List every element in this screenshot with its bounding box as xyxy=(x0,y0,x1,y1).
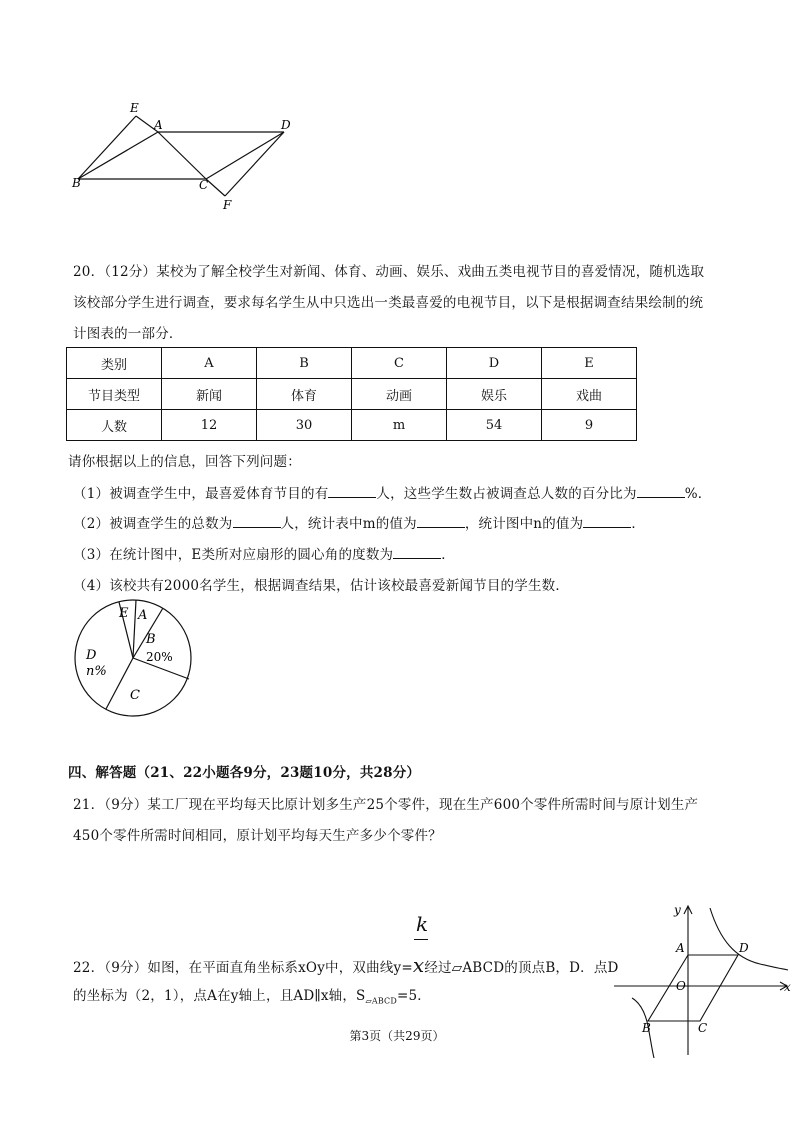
q21-line1: 21．（9分）某工厂现在平均每天比原计划多生产25个零件，现在生产600个零件所需时间与原计划生产 xyxy=(73,797,699,813)
pie-chart xyxy=(70,595,198,723)
axis-label-x: x xyxy=(784,980,791,994)
q20-sub3-b: ． xyxy=(441,547,455,563)
q20-line1: 20．（12分）某校为了解全校学生对新闻、体育、动画、娱乐、戏曲五类电视节目的喜爱情况，随机选取 xyxy=(73,264,705,280)
table-cell: E xyxy=(542,348,637,379)
area-subscript: ▱ABCD xyxy=(365,996,397,1006)
q22-line2-a: 的坐标为（2，1），点A在y轴上，且AD∥x轴，S xyxy=(73,988,366,1004)
table-cell: B xyxy=(257,348,352,379)
label-C: C xyxy=(199,178,209,192)
table-cell: 新闻 xyxy=(162,379,257,410)
q22-line2-b: =5． xyxy=(396,988,431,1004)
table-cell: m xyxy=(352,410,447,441)
table-cell: D xyxy=(447,348,542,379)
table-cell: 12 xyxy=(162,410,257,441)
q20-sub2-c: ，统计图中n的值为 xyxy=(464,516,584,532)
figure-19 xyxy=(60,95,320,220)
q20-sub1-c: %． xyxy=(684,486,712,502)
table-row xyxy=(67,348,637,379)
answer-blank[interactable] xyxy=(583,515,631,528)
q22-line1-a: 22．（9分）如图，在平面直角坐标系xOy中，双曲线y= xyxy=(73,960,413,976)
q22-line2 xyxy=(73,984,431,1006)
table-cell: A xyxy=(162,348,257,379)
table-cell: C xyxy=(352,348,447,379)
q20-sub2-a: （2）被调查学生的总数为 xyxy=(73,516,233,532)
table-cell: 娱乐 xyxy=(447,379,542,410)
table-cell: 节目类型 xyxy=(67,379,162,410)
axis-label-y: y xyxy=(674,903,681,917)
q20-sub4: （4）该校共有2000名学生，根据调查结果，估计该校最喜爱新闻节目的学生数． xyxy=(73,578,570,594)
answer-blank[interactable] xyxy=(393,546,441,559)
answer-blank[interactable] xyxy=(637,485,685,498)
pie-label-B: B xyxy=(146,632,156,647)
pie-label-A: A xyxy=(138,608,148,623)
q20-sub1-a: （1）被调查学生中，最喜爱体育节目的有 xyxy=(73,486,329,502)
label-E: E xyxy=(130,101,139,115)
table-cell: 动画 xyxy=(352,379,447,410)
point-label-C: C xyxy=(698,1021,708,1035)
pie-label-E: E xyxy=(119,606,129,621)
q20-line3: 计图表的一部分． xyxy=(73,326,183,342)
q20-sub1 xyxy=(73,482,711,502)
q20-line2: 该校部分学生进行调查，要求每名学生从中只选出一类最喜爱的电视节目，以下是根据调查结果绘制的统 xyxy=(73,295,704,311)
pie-label-C: C xyxy=(130,688,140,703)
frac-denominator: x xyxy=(412,953,425,977)
pie-label-20pct: 20% xyxy=(146,650,173,664)
q21-line2: 450个零件所需时间相同，原计划平均每天生产多少个零件？ xyxy=(73,828,442,844)
table-cell: 体育 xyxy=(257,379,352,410)
answer-blank[interactable] xyxy=(328,485,376,498)
point-label-A: A xyxy=(676,941,685,955)
q22-line1 xyxy=(73,953,619,977)
q20-sub3-a: （3）在统计图中，E类所对应扇形的圆心角的度数为 xyxy=(73,547,394,563)
section-4-title: 四、解答题（21、22小题各9分，23题10分，共28分） xyxy=(68,765,421,781)
frac-numerator: k xyxy=(415,912,429,936)
q20-sub3 xyxy=(73,543,455,563)
label-D: D xyxy=(281,118,291,132)
table-cell: 30 xyxy=(257,410,352,441)
table-cell: 9 xyxy=(542,410,637,441)
q22-line1-b: 经过▱ABCD的顶点B，D．点D xyxy=(424,960,619,976)
table-row xyxy=(67,410,637,441)
point-label-B: B xyxy=(642,1021,651,1035)
pie-label-n: n% xyxy=(86,664,107,679)
table-cell: 人数 xyxy=(67,410,162,441)
q20-prompt: 请你根据以上的信息，回答下列问题： xyxy=(68,454,301,470)
label-F: F xyxy=(223,198,232,212)
page-footer: 第3页（共29页） xyxy=(349,1029,445,1043)
label-A: A xyxy=(154,118,163,132)
frac-bar xyxy=(414,939,428,940)
q20-sub2 xyxy=(73,512,645,532)
table-cell: 54 xyxy=(447,410,542,441)
q20-sub1-b: 人，这些学生数占被调查总人数的百分比为 xyxy=(376,486,637,502)
q20-sub2-d: ． xyxy=(631,516,646,532)
answer-blank[interactable] xyxy=(417,515,465,528)
point-label-O: O xyxy=(676,979,686,993)
table-row xyxy=(67,379,637,410)
pie-label-D: D xyxy=(86,648,97,663)
table-cell: 戏曲 xyxy=(542,379,637,410)
point-label-D: D xyxy=(739,941,749,955)
label-B: B xyxy=(72,176,81,190)
q20-sub2-b: 人，统计表中m的值为 xyxy=(280,516,417,532)
answer-blank[interactable] xyxy=(233,515,281,528)
stats-table xyxy=(66,347,637,441)
table-cell: 类别 xyxy=(67,348,162,379)
